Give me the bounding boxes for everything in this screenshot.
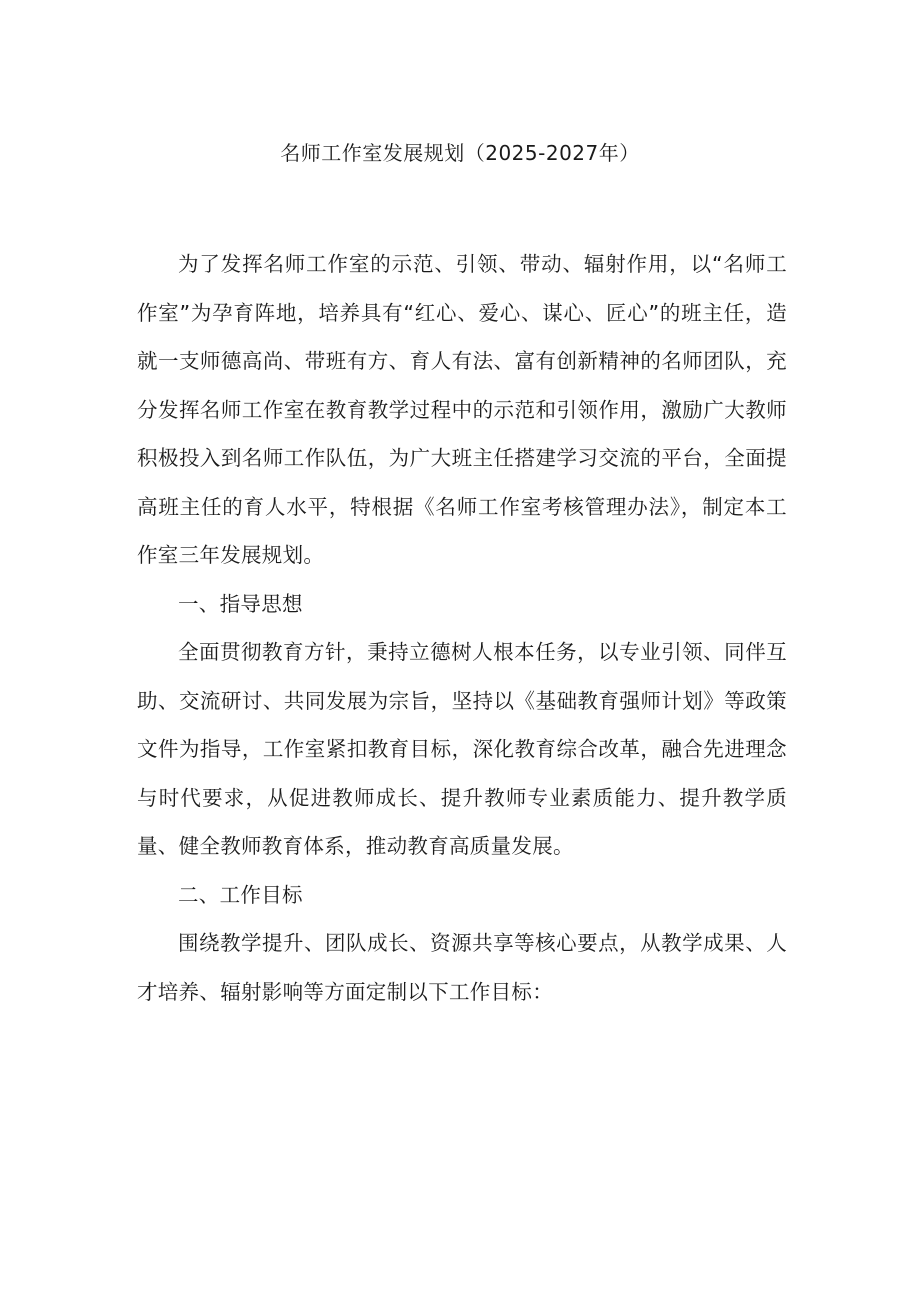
section-heading-work-goals: 二、工作目标 bbox=[178, 882, 303, 907]
document-title: 名师工作室发展规划（2025-2027年） bbox=[280, 141, 640, 165]
intro-paragraph: 为了发挥名师工作室的示范、引领、带动、辐射作用，以“名师工作室”为孕育阵地，培养具有“红心、爱心、谋心、匠心”的班主任，造就一支师德高尚、带班有方、育人有法、富有创新精神的名师团队，充分发挥名师工作室在教育教学过程中的示范和引领作用，激励广大教师积极投入到名师工作队伍，为广大班主任搭建学习交流的平台，全面提高班主任的育人水平，特根据《名师工作室考核管理办法》，制定本工作室三年发展规划。 bbox=[137, 252, 787, 567]
document-body bbox=[137, 240, 787, 1016]
section-heading-guiding-ideology: 一、指导思想 bbox=[178, 591, 303, 616]
guiding-ideology-paragraph: 全面贯彻教育方针，秉持立德树人根本任务，以专业引领、同伴互助、交流研讨、共同发展为宗旨，坚持以《基础教育强师计划》等政策文件为指导，工作室紧扣教育目标，深化教育综合改革，融合先进理念与时代要求，从促进教师成长、提升教师专业素质能力、提升教学质量、健全教师教育体系，推动教育高质量发展。 bbox=[137, 640, 787, 858]
work-goals-paragraph: 围绕教学提升、团队成长、资源共享等核心要点，从教学成果、人才培养、辐射影响等方面定制以下工作目标： bbox=[137, 931, 787, 1004]
